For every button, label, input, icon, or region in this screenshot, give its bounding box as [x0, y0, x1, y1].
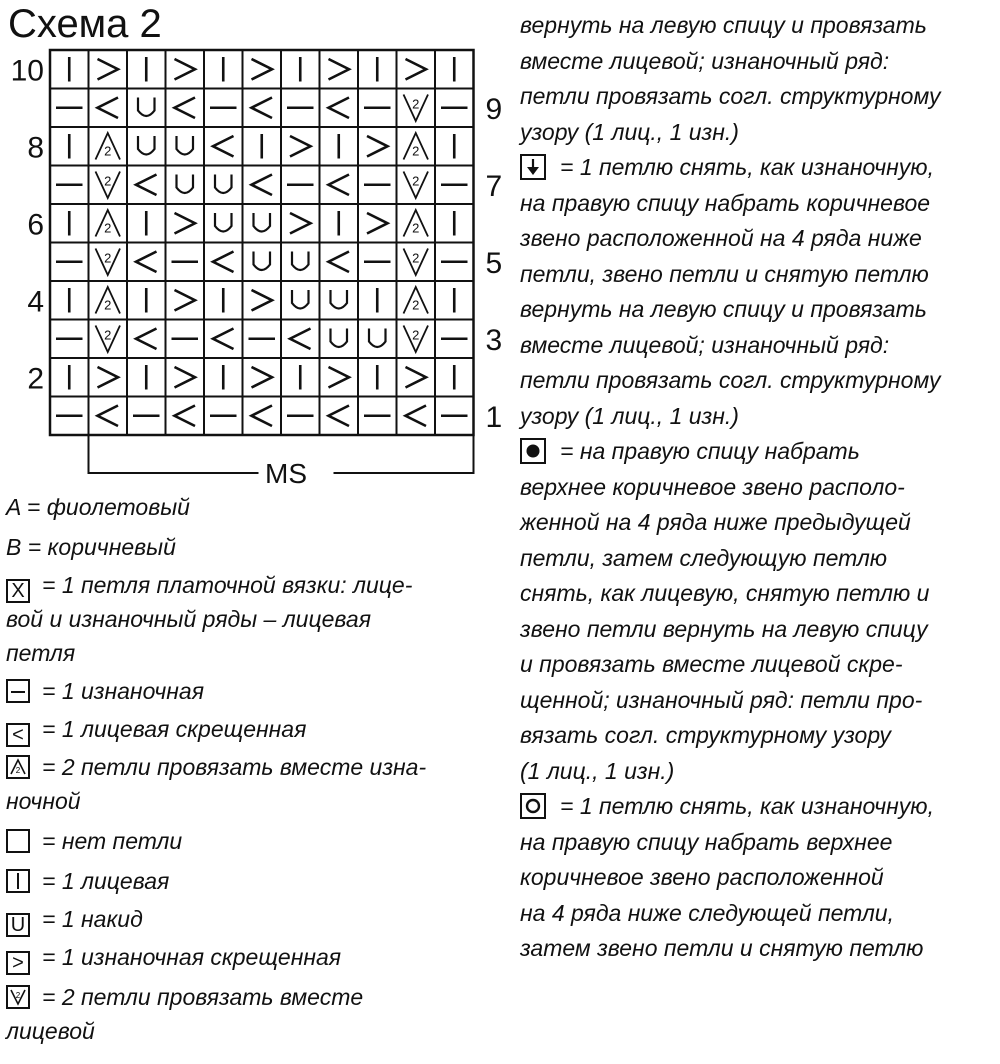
- legend-ktbl: [6, 714, 306, 747]
- k2tog-icon: [6, 985, 30, 1009]
- legend-knit-text: = 1 лицевая: [42, 868, 170, 894]
- legend-ring: [520, 789, 1000, 825]
- chart-cell: [358, 281, 397, 320]
- right-line: звено расположенной на 4 ряда ниже: [520, 225, 922, 251]
- legend-garter-text-3: петля: [6, 640, 76, 666]
- row-number-left: 4: [27, 285, 44, 319]
- chart-cell: [243, 50, 282, 89]
- chart-cell: [435, 281, 474, 320]
- chart-cell: [204, 89, 243, 128]
- chart-cell: [397, 397, 436, 436]
- chart-cell: [358, 204, 397, 243]
- svg-text:2: 2: [412, 250, 420, 266]
- chart-cell: [397, 358, 436, 397]
- chart-cell: [281, 89, 320, 128]
- legend-knit: [6, 866, 169, 896]
- right-line: щенной; изнаночный ряд: петли про-: [520, 686, 923, 713]
- chart-cell: [320, 166, 359, 205]
- chart-cell: [281, 397, 320, 436]
- right-line: петли провязать согл. структурному: [520, 367, 941, 393]
- right-line: коричневое звено расположенной: [520, 864, 884, 890]
- chart-cell: [320, 50, 359, 89]
- ms-bracket-right: [334, 435, 474, 473]
- chart-cell: [127, 243, 166, 282]
- chart-cell: [243, 89, 282, 128]
- chart-cell: [89, 204, 128, 243]
- row-number-left: 6: [27, 208, 44, 242]
- chart-cell: [435, 204, 474, 243]
- chart-cell: [204, 320, 243, 359]
- chart-cell: [204, 50, 243, 89]
- chart-cell: [166, 397, 205, 436]
- chart-cell: [397, 166, 436, 205]
- chart-cell: [50, 166, 89, 205]
- legend-nostitch: [6, 826, 182, 856]
- yarn-over-icon: U: [6, 913, 30, 937]
- chart-cell: [397, 89, 436, 128]
- chart-cell: [89, 320, 128, 359]
- chart-cell: [50, 243, 89, 282]
- chart-cell: [358, 397, 397, 436]
- chart-cell: [435, 127, 474, 166]
- chart-cell: [320, 358, 359, 397]
- chart-cell: [435, 358, 474, 397]
- legend-yo: [6, 904, 143, 937]
- chart-cell: [127, 397, 166, 436]
- right-line: = 1 петлю снять, как изнаночную,: [560, 793, 934, 819]
- right-line: на правую спицу набрать коричневое: [520, 189, 931, 216]
- chart-cell: [281, 243, 320, 282]
- chart-cell: [166, 358, 205, 397]
- right-line: (1 лиц., 1 изн.): [520, 757, 675, 784]
- chart-cell: [127, 320, 166, 359]
- chart-cell: [89, 281, 128, 320]
- purl-tbl-icon: >: [6, 951, 30, 975]
- chart-cell: [166, 50, 205, 89]
- svg-text:2: 2: [15, 766, 21, 775]
- chart-cell: [50, 320, 89, 359]
- svg-text:2: 2: [104, 250, 112, 266]
- right-line: верхнее коричневое звено располо-: [520, 473, 905, 500]
- legend-p2tog-text-2: ночной: [6, 788, 81, 814]
- chart-cell: [204, 358, 243, 397]
- legend-purl: [6, 676, 204, 706]
- chart-cell: [50, 204, 89, 243]
- p2tog-icon: [6, 755, 30, 779]
- chart-cell: [281, 358, 320, 397]
- chart-cell: [89, 89, 128, 128]
- chart-cell: [320, 281, 359, 320]
- chart-cell: [166, 320, 205, 359]
- right-line: петли, звено петли и снятую петлю: [520, 260, 929, 287]
- chart-title: Схема 2: [8, 2, 162, 46]
- chart-cell: [358, 127, 397, 166]
- arrow-down-icon: [520, 154, 546, 180]
- svg-text:2: 2: [412, 297, 420, 313]
- chart-cell: [50, 358, 89, 397]
- chart-cell: [204, 127, 243, 166]
- row-number-right: 1: [485, 400, 503, 434]
- svg-text:2: 2: [104, 173, 112, 189]
- right-line: петли, затем следующую петлю: [520, 544, 888, 571]
- right-line: на правую спицу набрать верхнее: [520, 828, 893, 855]
- chart-cell: [397, 320, 436, 359]
- legend-ptbl-text: = 1 изнаночная скрещенная: [42, 944, 342, 970]
- chart-cell: [435, 320, 474, 359]
- legend-k2tog: [6, 982, 363, 1012]
- legend-p2tog: [6, 752, 426, 782]
- legend-purl-text: = 1 изнаночная: [42, 678, 204, 704]
- chart-cell: [358, 358, 397, 397]
- chart-cell: [281, 127, 320, 166]
- chart-cell: [166, 127, 205, 166]
- chart-cell: [166, 204, 205, 243]
- chart-cell: [358, 166, 397, 205]
- chart-cell: [320, 397, 359, 436]
- chart-cell: [127, 358, 166, 397]
- svg-text:2: 2: [412, 96, 420, 112]
- ring-icon: [520, 793, 546, 819]
- chart-cell: [320, 243, 359, 282]
- chart-cell: [243, 320, 282, 359]
- ms-bracket-left: [89, 435, 259, 473]
- legend-yo-text: = 1 накид: [42, 906, 143, 932]
- chart-cell: [127, 204, 166, 243]
- row-number-right: 3: [485, 323, 503, 357]
- chart-cell: [89, 358, 128, 397]
- chart-cell: [397, 204, 436, 243]
- row-number-right: 7: [485, 169, 503, 203]
- chart-cell: [243, 166, 282, 205]
- chart-cell: [397, 50, 436, 89]
- svg-text:2: 2: [104, 297, 112, 313]
- right-line: узору (1 лиц., 1 изн.): [520, 118, 739, 145]
- no-stitch-icon: [6, 829, 30, 853]
- chart-cell: [358, 320, 397, 359]
- legend-garter-text-2: вой и изнаночный ряды – лицевая: [6, 606, 371, 632]
- chart-cell: [127, 166, 166, 205]
- chart-cell: [89, 166, 128, 205]
- chart-cell: [243, 358, 282, 397]
- knit-tbl-icon: <: [6, 723, 30, 747]
- row-number-left: 2: [27, 362, 44, 396]
- garter-stitch-icon: X: [6, 579, 30, 603]
- legend-ptbl: [6, 942, 341, 975]
- legend-dot: [520, 434, 1000, 470]
- chart-cell: [397, 243, 436, 282]
- svg-text:2: 2: [412, 327, 420, 343]
- svg-text:2: 2: [104, 327, 112, 343]
- chart-cell: [166, 166, 205, 205]
- filled-dot-icon: [520, 438, 546, 464]
- chart-cell: [435, 50, 474, 89]
- svg-text:2: 2: [15, 991, 21, 1000]
- right-line: звено петли вернуть на левую спицу: [520, 615, 928, 642]
- right-line: вместе лицевой; изнаночный ряд:: [520, 331, 890, 358]
- right-line: женной на 4 ряда ниже предыдущей: [520, 509, 911, 535]
- chart-cell: [50, 127, 89, 166]
- right-text-column: [520, 8, 1000, 967]
- svg-text:2: 2: [104, 143, 112, 159]
- knitting-chart: [0, 0, 510, 500]
- chart-cell: [166, 243, 205, 282]
- chart-cell: [320, 204, 359, 243]
- right-line: и провязать вместе лицевой скре-: [520, 651, 903, 677]
- chart-cell: [243, 204, 282, 243]
- right-line: = на правую спицу набрать: [560, 438, 860, 464]
- legend-p2tog-text-1: = 2 петли провязать вместе изна-: [42, 754, 427, 780]
- right-line: вернуть на левую спицу и провязать: [520, 296, 927, 322]
- legend-color-a: A = фиолетовый: [6, 494, 190, 520]
- right-line: узору (1 лиц., 1 изн.): [520, 402, 739, 429]
- chart-cell: [435, 166, 474, 205]
- chart-cell: [204, 243, 243, 282]
- row-number-left: 8: [27, 131, 44, 165]
- right-line: петли провязать согл. структурному: [520, 83, 941, 109]
- row-number-right: 5: [485, 246, 503, 280]
- chart-cell: [204, 166, 243, 205]
- chart-cell: [281, 320, 320, 359]
- right-line: на 4 ряда ниже следующей петли,: [520, 899, 894, 926]
- chart-cell: [397, 127, 436, 166]
- chart-cell: [320, 320, 359, 359]
- chart-cell: [281, 281, 320, 320]
- chart-cell: [320, 127, 359, 166]
- chart-cell: [50, 89, 89, 128]
- svg-text:2: 2: [412, 220, 420, 236]
- chart-cell: [89, 50, 128, 89]
- row-number-right: 9: [485, 92, 503, 126]
- right-line: снять, как лицевую, снятую петлю и: [520, 580, 930, 606]
- legend-nostitch-text: = нет петли: [42, 828, 183, 854]
- svg-text:2: 2: [104, 220, 112, 236]
- chart-cell: [166, 281, 205, 320]
- chart-cell: [435, 243, 474, 282]
- chart-cell: [50, 50, 89, 89]
- chart-cell: [204, 397, 243, 436]
- row-number-left: 10: [10, 54, 44, 88]
- chart-cell: [204, 204, 243, 243]
- chart-cell: [243, 243, 282, 282]
- chart-cell: [358, 50, 397, 89]
- chart-cell: [89, 243, 128, 282]
- chart-cell: [281, 50, 320, 89]
- legend-color-b: B = коричневый: [6, 534, 176, 560]
- chart-cell: [243, 127, 282, 166]
- knit-icon: [6, 869, 30, 893]
- legend-garter-text-1: = 1 петля платочной вязки: лице-: [42, 572, 413, 598]
- purl-icon: [6, 679, 30, 703]
- legend-k2tog-text-1: = 2 петли провязать вместе: [42, 984, 364, 1010]
- chart-cell: [281, 204, 320, 243]
- chart-cell: [89, 397, 128, 436]
- chart-cell: [166, 89, 205, 128]
- chart-cell: [50, 397, 89, 436]
- chart-cell: [127, 127, 166, 166]
- chart-cell: [50, 281, 89, 320]
- svg-text:2: 2: [412, 143, 420, 159]
- right-line: затем звено петли и снятую петлю: [520, 935, 924, 961]
- svg-text:2: 2: [412, 173, 420, 189]
- legend-k2tog-text-2: лицевой: [6, 1018, 95, 1044]
- chart-cell: [127, 281, 166, 320]
- chart-cell: [397, 281, 436, 320]
- ms-label: MS: [265, 458, 307, 489]
- right-line: вязать согл. структурному узору: [520, 722, 891, 748]
- chart-cell: [320, 89, 359, 128]
- chart-cell: [204, 281, 243, 320]
- chart-cell: [243, 397, 282, 436]
- chart-cell: [358, 89, 397, 128]
- chart-cell: [435, 89, 474, 128]
- legend-ktbl-text: = 1 лицевая скрещенная: [42, 716, 307, 742]
- chart-cell: [89, 127, 128, 166]
- chart-cell: [127, 89, 166, 128]
- legend-arrow: [520, 150, 1000, 186]
- right-line: вернуть на левую спицу и провязать: [520, 12, 927, 38]
- right-line: = 1 петлю снять, как изнаночную,: [560, 154, 934, 180]
- chart-cell: [435, 397, 474, 436]
- chart-cell: [281, 166, 320, 205]
- right-line: вместе лицевой; изнаночный ряд:: [520, 47, 890, 74]
- legend-garter: [6, 570, 412, 603]
- chart-cell: [243, 281, 282, 320]
- chart-cell: [127, 50, 166, 89]
- chart-cell: [358, 243, 397, 282]
